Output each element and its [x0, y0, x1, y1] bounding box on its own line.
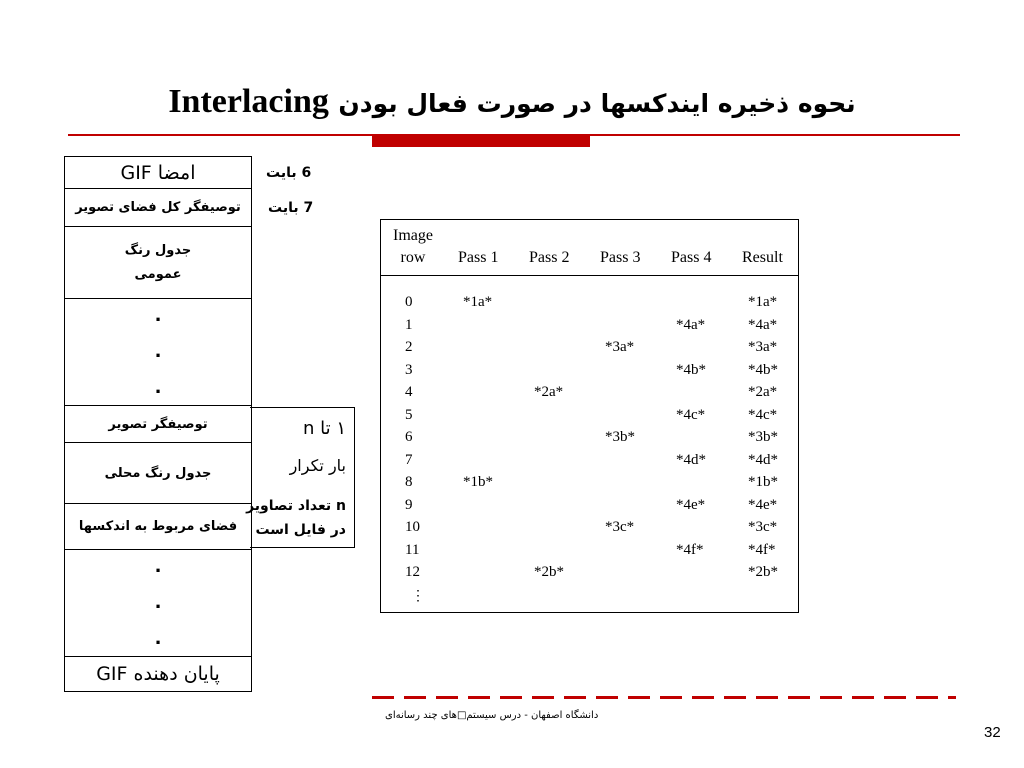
- title-underline-accent: [372, 134, 590, 147]
- gif-row-label: جدول رنگ محلی: [104, 465, 212, 481]
- gif-row-label: فضای مربوط به اندکسها: [78, 519, 238, 534]
- slide-title-persian: نحوه ذخیره ایندکسها در صورت فعال بودن: [338, 89, 856, 118]
- ellipsis-dot: .: [154, 628, 162, 649]
- pass-cell-p3: *3c*: [605, 519, 635, 535]
- ellipsis-dot: .: [154, 592, 162, 613]
- gif-file-structure-table: [64, 156, 252, 692]
- gif-row-index-data: [65, 504, 251, 550]
- footer-dashed-line: [372, 696, 956, 699]
- ellipsis-dot: .: [154, 556, 162, 577]
- result-cell: *1a*: [748, 294, 778, 310]
- gif-row-label: امضا GIF: [120, 161, 196, 184]
- pass-cell-p4: *4c*: [676, 406, 706, 423]
- row-index: 0: [405, 294, 413, 310]
- pass-cell-p2: *2b*: [534, 564, 564, 580]
- row-index: 8: [405, 474, 413, 490]
- pass-cell-p4: *4e*: [676, 496, 706, 513]
- pass-cell-p1: *1b*: [463, 474, 493, 490]
- header-pass-4: Pass 4: [671, 249, 712, 266]
- footer-text: دانشگاه اصفهان - درس سیستم□های چند رسانه‌ای: [385, 710, 599, 721]
- header-pass-1: Pass 1: [458, 249, 499, 266]
- pass-cell-p1: *1a*: [463, 294, 493, 310]
- images-count-line2: در فایل است: [255, 522, 346, 538]
- slide-title: [0, 82, 1024, 124]
- repeat-bracket: [246, 407, 355, 548]
- pass-cell-p4: *4f*: [676, 541, 704, 558]
- pass-cell-p3: *3a*: [605, 339, 635, 355]
- row-index: 7: [405, 451, 413, 468]
- gif-row-label: توصیفگر کل فضای تصویر: [75, 200, 241, 215]
- result-cell: *1b*: [748, 474, 778, 490]
- gif-row-label: توصیفگر تصویر: [108, 416, 208, 432]
- result-cell: *3b*: [748, 429, 778, 445]
- repeat-label: بار تکرار: [289, 456, 346, 475]
- rows-continuation: ⋮: [411, 589, 425, 604]
- gif-row-label: پایان دهنده GIF: [96, 663, 220, 685]
- result-cell: *2b*: [748, 564, 778, 580]
- header-result: Result: [742, 249, 783, 266]
- result-cell: *3a*: [748, 339, 778, 355]
- page-number: 32: [984, 724, 1001, 741]
- pass-cell-p2: *2a*: [534, 384, 564, 400]
- result-cell: *4e*: [748, 496, 778, 513]
- gif-row-image-descriptor: [65, 406, 251, 443]
- row-index: 9: [405, 496, 413, 513]
- repeat-range: ۱ تا n: [302, 418, 346, 439]
- row-index: 11: [405, 541, 420, 558]
- row-index: 6: [405, 429, 413, 445]
- result-cell: *3c*: [748, 519, 778, 535]
- pass-table-header: [381, 220, 798, 276]
- gif-row-trailer: [65, 657, 251, 692]
- header-pass-3: Pass 3: [600, 249, 641, 266]
- gif-row-global-color-table: [65, 227, 251, 299]
- header-image-row: Image row: [393, 227, 433, 266]
- slide-title-latin: Interlacing: [168, 83, 329, 120]
- pass-cell-p4: *4d*: [676, 451, 706, 468]
- row-index: 4: [405, 384, 413, 400]
- row-index: 10: [405, 519, 420, 535]
- header-pass-2: Pass 2: [529, 249, 570, 266]
- result-cell: *4c*: [748, 406, 778, 423]
- row-index: 2: [405, 339, 413, 355]
- pass-cell-p3: *3b*: [605, 429, 635, 445]
- result-cell: *4d*: [748, 451, 778, 468]
- descriptor-size-note: 7 بایت: [268, 200, 314, 216]
- row-index: 3: [405, 361, 413, 378]
- gif-row-local-color-table: [65, 443, 251, 504]
- row-index: 5: [405, 406, 413, 423]
- gif-row-screen-descriptor: [65, 189, 251, 227]
- row-index: 1: [405, 316, 413, 333]
- ellipsis-dot: .: [154, 341, 162, 362]
- gif-row-signature: [65, 157, 251, 189]
- gif-row-ellipsis-2: [65, 550, 251, 657]
- result-cell: *2a*: [748, 384, 778, 400]
- images-count-line1: n تعداد تصاویر: [246, 498, 346, 514]
- pass-cell-p4: *4b*: [676, 361, 706, 378]
- signature-size-note: 6 بایت: [266, 165, 312, 181]
- result-cell: *4a*: [748, 316, 778, 333]
- gif-row-label: جدول رنگ عمومی: [124, 242, 192, 282]
- pass-cell-p4: *4a*: [676, 316, 706, 333]
- result-cell: *4f*: [748, 541, 776, 558]
- interlace-pass-table: [380, 219, 799, 613]
- ellipsis-dot: .: [154, 377, 162, 398]
- ellipsis-dot: .: [154, 305, 162, 326]
- gif-row-ellipsis-1: [65, 299, 251, 406]
- row-index: 12: [405, 564, 420, 580]
- result-cell: *4b*: [748, 361, 778, 378]
